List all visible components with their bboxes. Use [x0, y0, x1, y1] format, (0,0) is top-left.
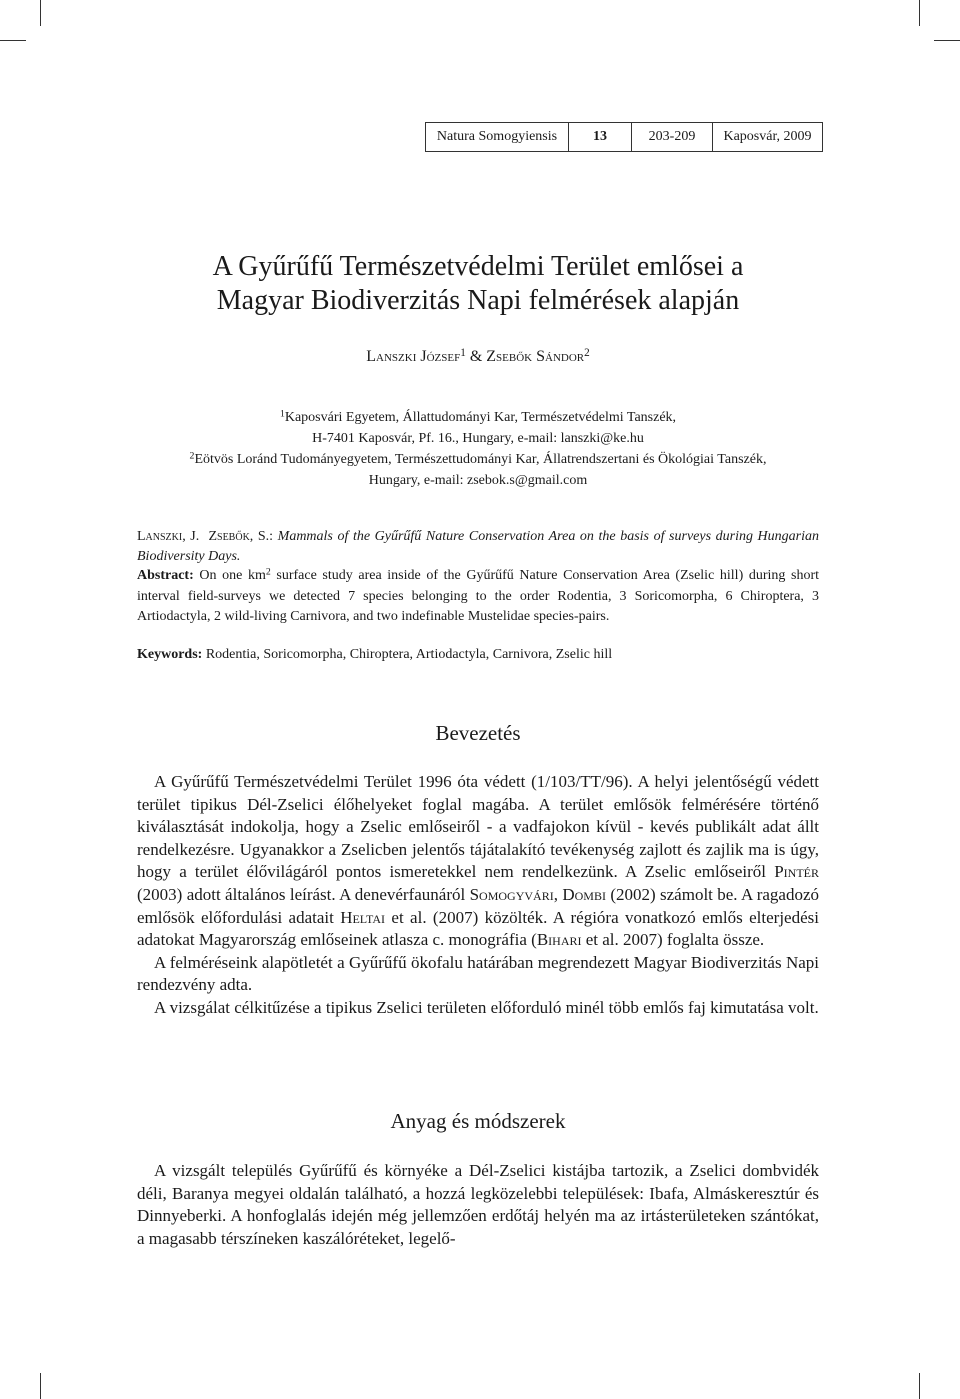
keywords-label: Keywords: [137, 647, 203, 662]
ref-bihari: Bihari [536, 930, 582, 950]
keywords [137, 645, 819, 665]
author-2-affil: 2 [584, 346, 590, 359]
intro-p1-text-d: (2002) számolt be. A ragadozó emlősök előfordulási adatait [137, 884, 819, 927]
english-citation [137, 527, 819, 567]
author-separator: & [465, 348, 487, 365]
ref-somogyvari: Somogyvári [469, 884, 554, 904]
intro-p1-text-c: , [553, 884, 563, 904]
citation-title: Mammals of the Gyűrűfű Nature Conservation Area on the basis of surveys during Hungarian Biodiversity Days. [137, 529, 820, 564]
citation-colon: : [269, 529, 274, 544]
citation-author-1: Lanszki, J. [137, 529, 200, 544]
affil-2-marker: 2 [189, 450, 195, 462]
abstract-label: Abstract: [137, 568, 194, 583]
crop-mark-bottom-right [919, 1373, 920, 1399]
journal-volume: 13 [569, 123, 632, 151]
section-heading-methods: Anyag és módszerek [390, 1109, 566, 1133]
intro-paragraph-3: A vizsgálat célkitűzése a tipikus Zselici területen előforduló minél több emlős faj kimutatása volt. [154, 997, 819, 1017]
citation-author-2: Zsebők, S. [208, 529, 270, 544]
methods-paragraph-1: A vizsgált település Gyűrűfű és környéke a Dél-Zselici kistájba tartozik, a Zselici dombvidék déli, Baranya megyei oldalán található, a hozzá legközelebbi települések: Ibafa, Almáskeresztúr és Dinnyeberki. A honfoglalás idején még jellemzően erdőtáj helyén ma az irtásterületeken szántókat, a magasabb térszíneken kaszálóréteket, legelő- [137, 1161, 819, 1248]
author-1: Lanszki József [366, 348, 461, 365]
crop-mark-bottom-left [40, 1373, 41, 1399]
ref-dombi: Dombi [562, 884, 606, 904]
keywords-text: Rodentia, Soricomorpha, Chiroptera, Artiodactyla, Carnivora, Zselic hill [205, 647, 613, 662]
journal-pages: 203-209 [632, 123, 713, 151]
crop-mark-top-right-h [934, 40, 960, 41]
affil-2-line-1: Eötvös Loránd Tudományegyetem, Természettudományi Kar, Állatrendszertani és Ökológiai Tanszék, [194, 452, 767, 467]
abstract [137, 566, 819, 628]
crop-mark-top-left [40, 0, 41, 26]
affil-1-marker: 1 [279, 408, 285, 420]
affil-2-line-2: Hungary, e-mail: zsebok.s@gmail.com [368, 473, 588, 488]
crop-mark-top-right [919, 0, 920, 26]
intro-p1-text-f: et al. 2007) foglalta össze. [581, 930, 765, 950]
abstract-text-b: surface study area inside of the Gyűrűfű Nature Conservation Area (Zselic hill) during short interval field-surveys we detected 7 species belonging to the order Rodentia, 3 Soricomorpha, 6 Chiroptera, 3 Artiodactyla, 2 wild-living Carnivora, and two indefinable Mustelidae species-pairs. [137, 568, 820, 624]
crop-mark-top-left-h [0, 40, 26, 41]
intro-p1-text-b: (2003) adott általános leírást. A denevérfaunáról [137, 884, 470, 904]
abstract-text-a: On one km [199, 568, 266, 583]
author-list [137, 347, 819, 367]
author-1-affil: 1 [460, 346, 466, 359]
journal-header [425, 122, 823, 152]
journal-name: Natura Somogyiensis [426, 123, 569, 151]
paper-title [137, 250, 819, 318]
ref-heltai: Heltai [340, 907, 386, 927]
intro-p1-text-a: A Gyűrűfű Természetvédelmi Terület 1996 óta védett (1/103/TT/96). A helyi jelentőségű védett terület tipikus Dél-Zselici élőhelyeket foglal magába. A terület emlősök felmérésére történő kiválasztását indokolja, hogy a Zselic emlőseiről - a vadfajokon kívül - kevés publikált adat állt rendelkezésre. Ugyanakkor a Zselicben jelentős tájátalakító tevékenység zajlott és zajlik ma is úgy, hogy a terület élővilágáról pontos ismeretekkel nem rendelkezünk. A Zselic emlőseiről [137, 772, 819, 882]
intro-p1-text-e: et al. (2007) közölték. A régióra vonatkozó emlős elterjedési adatokat Magyarország emlőseinek atlasza c. monográfia ( [137, 907, 819, 950]
introduction-body [137, 771, 819, 1020]
ref-pinter: Pintér [774, 862, 819, 882]
methods-body [137, 1160, 819, 1250]
affiliations [137, 407, 819, 491]
author-2: Zsebők Sándor [486, 348, 585, 365]
abstract-sup: 2 [265, 566, 271, 578]
affil-1-line-2: H-7401 Kaposvár, Pf. 16., Hungary, e-mail: lanszki@ke.hu [312, 431, 644, 446]
affil-1-line-1: Kaposvári Egyetem, Állattudományi Kar, Természetvédelmi Tanszék, [284, 410, 677, 425]
title-line-1: A Gyűrűfű Természetvédelmi Terület emlősei a [212, 251, 744, 282]
section-heading-introduction: Bevezetés [435, 721, 521, 745]
intro-paragraph-2: A felméréseink alapötletét a Gyűrűfű ökofalu határában megrendezett Magyar Biodiverzitás Napi rendezvény adta. [137, 952, 819, 995]
journal-place-year: Kaposvár, 2009 [723, 129, 812, 144]
intro-paragraph-1 [137, 771, 819, 952]
title-line-2: Magyar Biodiverzitás Napi felmérések alapján [216, 285, 740, 316]
